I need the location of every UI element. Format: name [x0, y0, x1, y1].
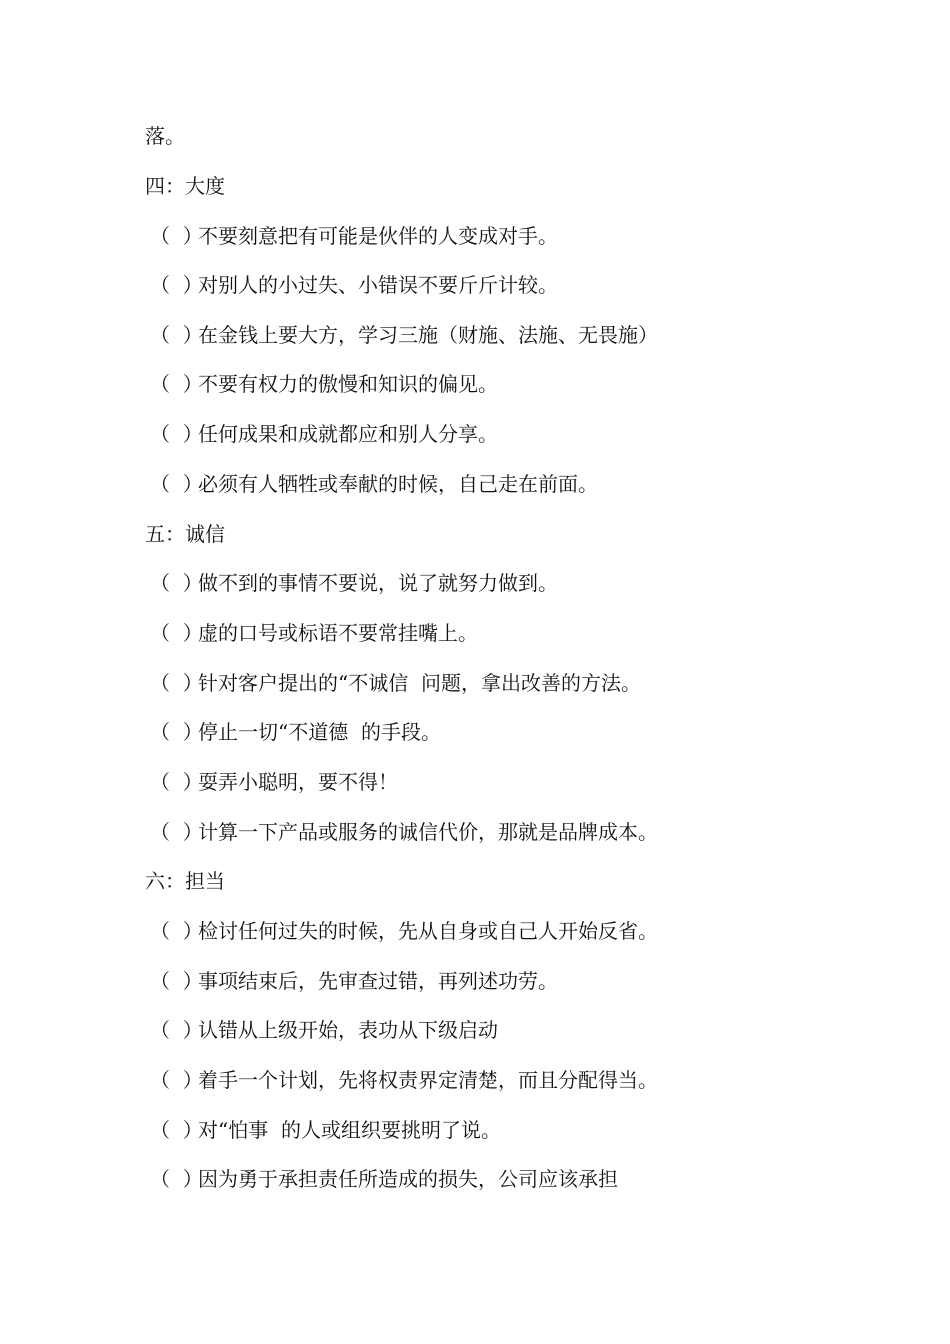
- checklist-item: [150, 819, 870, 845]
- section-heading-4: 四：大度: [145, 174, 225, 198]
- item-text: 虚的口号或标语不要常挂嘴上。: [198, 621, 478, 645]
- item-text: 着手一个计划，先将权责界定清楚，而且分配得当。: [198, 1068, 658, 1092]
- checklist-item: [150, 322, 870, 348]
- checkbox-marker[interactable]: （ ）: [150, 571, 203, 595]
- item-text: 因为勇于承担责任所造成的损失，公司应该承担: [198, 1167, 618, 1191]
- item-text: 对“怕事 的人或组织要挑明了说。: [198, 1118, 501, 1142]
- checklist-item: [150, 371, 870, 397]
- item-text: 针对客户提出的“不诚信 问题，拿出改善的方法。: [198, 671, 641, 695]
- checklist-item: [150, 769, 870, 795]
- item-text: 事项结束后，先审查过错，再列述功劳。: [198, 969, 558, 993]
- top-fragment: 落。: [145, 124, 185, 148]
- item-text: 不要有权力的傲慢和知识的偏见。: [198, 372, 498, 396]
- checkbox-marker[interactable]: （ ）: [150, 720, 203, 744]
- checkbox-marker[interactable]: （ ）: [150, 820, 203, 844]
- checkbox-marker[interactable]: （ ）: [150, 1118, 203, 1142]
- item-text: 检讨任何过失的时候，先从自身或自己人开始反省。: [198, 919, 658, 943]
- checkbox-marker[interactable]: （ ）: [150, 273, 203, 297]
- checkbox-marker[interactable]: （ ）: [150, 621, 203, 645]
- checkbox-marker[interactable]: （ ）: [150, 422, 203, 446]
- checklist-item: [150, 272, 870, 298]
- checklist-item: [150, 223, 870, 249]
- checkbox-marker[interactable]: （ ）: [150, 372, 203, 396]
- checkbox-marker[interactable]: （ ）: [150, 770, 203, 794]
- checkbox-marker[interactable]: （ ）: [150, 1068, 203, 1092]
- item-text: 在金钱上要大方，学习三施（财施、法施、无畏施）: [198, 323, 658, 347]
- item-text: 计算一下产品或服务的诚信代价，那就是品牌成本。: [198, 820, 658, 844]
- checkbox-marker[interactable]: （ ）: [150, 1018, 203, 1042]
- checklist-item: [150, 1166, 870, 1192]
- checklist-item: [150, 570, 870, 596]
- checkbox-marker[interactable]: （ ）: [150, 472, 203, 496]
- checklist-item: [150, 620, 870, 646]
- item-text: 认错从上级开始，表功从下级启动: [198, 1018, 498, 1042]
- item-text: 必须有人牺牲或奉献的时候，自己走在前面。: [198, 472, 598, 496]
- checklist-item: [150, 1067, 870, 1093]
- item-text: 耍弄小聪明，要不得！: [198, 770, 398, 794]
- item-text: 停止一切“不道德 的手段。: [198, 720, 441, 744]
- checklist-item: [150, 421, 870, 447]
- checklist-item: [150, 1117, 870, 1143]
- checkbox-marker[interactable]: （ ）: [150, 969, 203, 993]
- item-text: 不要刻意把有可能是伙伴的人变成对手。: [198, 224, 558, 248]
- checklist-item: [150, 918, 870, 944]
- checklist-item: [150, 968, 870, 994]
- checkbox-marker[interactable]: （ ）: [150, 224, 203, 248]
- checklist-item: [150, 471, 870, 497]
- checklist-item: [150, 719, 870, 745]
- section-heading-6: 六：担当: [145, 869, 225, 893]
- checkbox-marker[interactable]: （ ）: [150, 919, 203, 943]
- checklist-item: [150, 670, 870, 696]
- checklist-item: [150, 1017, 870, 1043]
- item-text: 对别人的小过失、小错误不要斤斤计较。: [198, 273, 558, 297]
- checkbox-marker[interactable]: （ ）: [150, 323, 203, 347]
- section-heading-5: 五：诚信: [145, 522, 225, 546]
- item-text: 任何成果和成就都应和别人分享。: [198, 422, 498, 446]
- item-text: 做不到的事情不要说，说了就努力做到。: [198, 571, 558, 595]
- checkbox-marker[interactable]: （ ）: [150, 671, 203, 695]
- checkbox-marker[interactable]: （ ）: [150, 1167, 203, 1191]
